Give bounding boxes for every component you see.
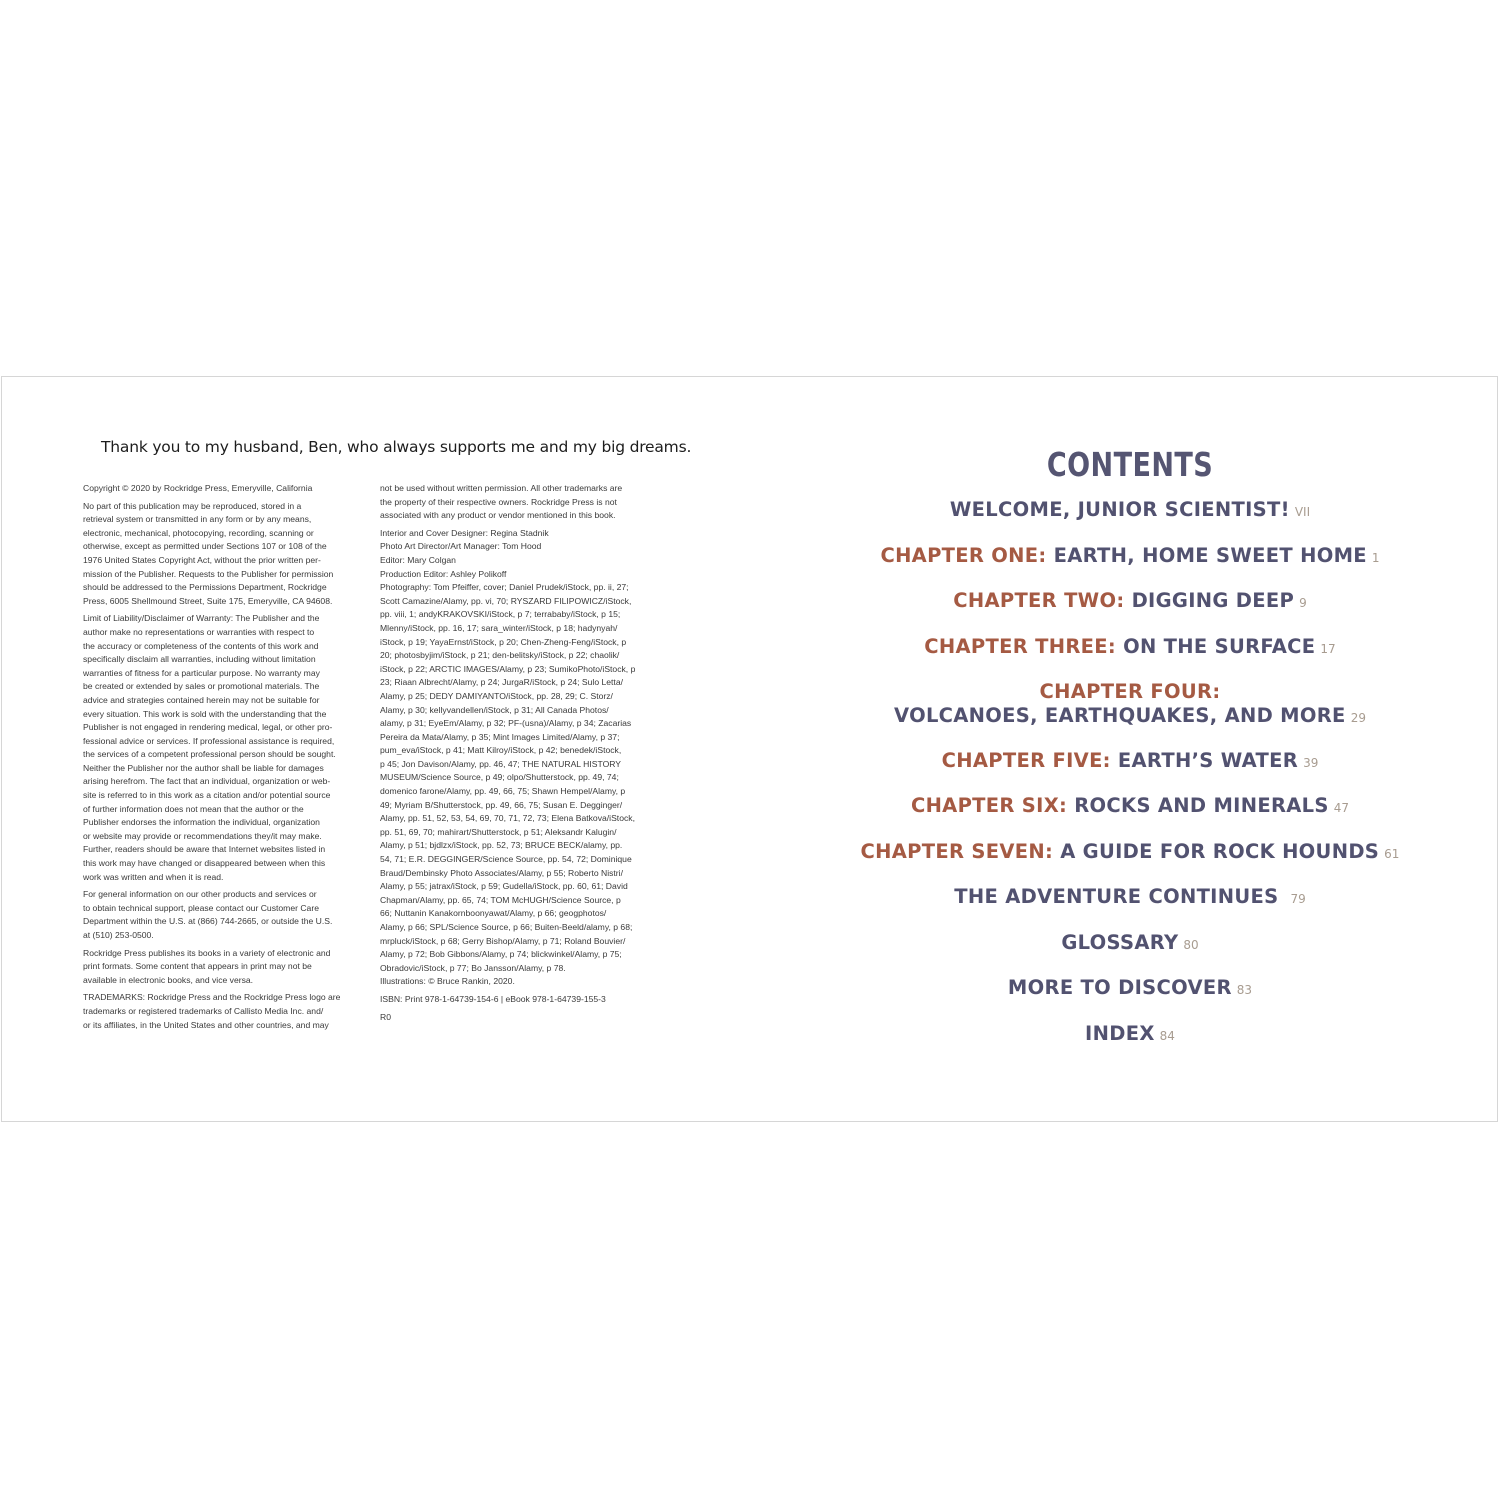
copyright-line: Alamy, pp. 51, 52, 53, 54, 69, 70, 71, 72, 73; Elena Batkova/iStock,: [380, 813, 635, 824]
copyright-line: Publisher endorses the information the individual, organization: [83, 817, 320, 828]
copyright-line: the property of their respective owners. Rockridge Press is not: [380, 496, 617, 507]
copyright-line: advice and strategies contained herein may not be suitable for: [83, 694, 320, 705]
copyright-line: For general information on our other products and services or: [83, 889, 317, 900]
copyright-paragraph: [380, 527, 665, 989]
copyright-line: print formats. Some content that appears in print may not be: [83, 961, 312, 972]
copyright-line: warranties of fitness for a particular purpose. No warranty may: [83, 667, 320, 678]
toc-entry-index[interactable]: INDEX 84: [1085, 1022, 1175, 1045]
copyright-line: No part of this publication may be reproduced, stored in a: [83, 500, 302, 511]
copyright-line: fessional advice or services. If professional assistance is required,: [83, 735, 335, 746]
copyright-column-left: [83, 482, 363, 1036]
copyright-line: to obtain technical support, please contact our Customer Care: [83, 902, 319, 913]
copyright-line: 49; Myriam B/Shutterstock, pp. 49, 66, 75; Susan E. Degginger/: [380, 799, 623, 810]
copyright-paragraph: [380, 1011, 665, 1025]
copyright-line: trademarks or registered trademarks of Callisto Media Inc. and/: [83, 1005, 324, 1016]
copyright-line: Braud/Dembinsky Photo Associates/Alamy, p 55; Roberto Nistri/: [380, 867, 623, 878]
copyright-paragraph: [380, 993, 665, 1007]
copyright-line: 20; photosbyjim/iStock, p 21; den-belitsky/iStock, p 22; chaolik/: [380, 650, 620, 661]
copyright-line: Photo Art Director/Art Manager: Tom Hood: [380, 541, 542, 552]
copyright-line: should be addressed to the Permissions Department, Rockridge: [83, 582, 327, 593]
copyright-line: Alamy, p 66; SPL/Science Source, p 66; Buiten-Beeld/alamy, p 68;: [380, 922, 633, 932]
contents-title: CONTENTS: [1046, 445, 1214, 484]
copyright-line: 23; Riaan Albrecht/Alamy, p 24; JurgaR/iStock, p 24; Sulo Letta/: [380, 677, 623, 688]
copyright-line: pp. viii, 1; andyKRAKOVSKI/iStock, p 7; terrababy/iStock, p 15;: [380, 609, 621, 620]
copyright-line: author make no representations or warranties with respect to: [83, 626, 315, 637]
copyright-line: or its affiliates, in the United States and other countries, and may: [83, 1019, 329, 1030]
copyright-line: Obradovic/iStock, p 77; Bo Jansson/Alamy, p 78.: [380, 962, 566, 973]
toc-entry-chapter-seven[interactable]: CHAPTER SEVEN: A GUIDE FOR ROCK HOUNDS 61: [860, 840, 1400, 863]
copyright-line: domenico farone/Alamy, pp. 49, 66, 75; Shawn Hempel/Alamy, p: [380, 786, 626, 797]
copyright-line: Alamy, p 30; kellyvandellen/iStock, p 31; All Canada Photos/: [380, 704, 609, 715]
copyright-line: every situation. This work is sold with the understanding that the: [83, 708, 327, 719]
copyright-line: Pereira da Mata/Alamy, p 35; Mint Images Limited/Alamy, p 37;: [380, 731, 620, 742]
toc-entry-chapter-two[interactable]: CHAPTER TWO: DIGGING DEEP 9: [953, 589, 1307, 612]
copyright-line: Copyright © 2020 by Rockridge Press, Emeryville, California: [83, 483, 313, 493]
copyright-line: Neither the Publisher nor the author shall be liable for damages: [83, 762, 324, 773]
copyright-paragraph: [83, 612, 363, 884]
copyright-line: work was written and when it is read.: [83, 871, 224, 882]
copyright-line: the services of a competent professional person should be sought.: [83, 749, 336, 760]
copyright-line: associated with any product or vendor mentioned in this book.: [380, 510, 616, 521]
toc-entry-chapter-one[interactable]: CHAPTER ONE: EARTH, HOME SWEET HOME 1: [880, 544, 1380, 567]
copyright-line: at (510) 253-0500.: [83, 930, 154, 940]
copyright-line: Alamy, p 51; bjdlzx/iStock, pp. 52, 73; BRUCE BECK/alamy, pp.: [380, 840, 623, 851]
toc-entry-welcome[interactable]: WELCOME, JUNIOR SCIENTIST! VII: [949, 498, 1311, 521]
copyright-line: the accuracy or completeness of the contents of this work and: [83, 640, 319, 651]
copyright-line: site is referred to in this work as a citation and/or potential source: [83, 790, 331, 801]
copyright-line: retrieval system or transmitted in any form or by any means,: [83, 514, 312, 525]
copyright-line: available in electronic books, and vice versa.: [83, 974, 254, 985]
copyright-line: this work may have changed or disappeared between when this: [83, 858, 326, 869]
copyright-line: p 45; Jon Davison/Alamy, pp. 46, 47; THE NATURAL HISTORY: [380, 758, 622, 769]
copyright-line: be created or extended by sales or promotional materials. The: [83, 681, 320, 692]
copyright-line: Further, readers should be aware that Internet websites listed in: [83, 844, 326, 855]
toc-entry-more-to-discover[interactable]: MORE TO DISCOVER 83: [1007, 976, 1253, 999]
copyright-line: Department within the U.S. at (866) 744-2665, or outside the U.S.: [83, 916, 333, 927]
copyright-paragraph: [83, 500, 363, 609]
copyright-line: Interior and Cover Designer: Regina Stadnik: [380, 527, 549, 538]
copyright-column-right: [380, 482, 665, 1028]
copyright-line: pp. 51, 69, 70; mahirart/Shutterstock, p 51; Aleksandr Kalugin/: [380, 826, 617, 837]
copyright-line: MUSEUM/Science Source, p 49; olpo/Shutterstock, pp. 49, 74;: [380, 772, 619, 783]
copyright-line: arising herefrom. The fact that an individual, organization or web-: [83, 776, 331, 787]
copyright-line: 66; Nuttanin Kanakornboonyawat/Alamy, p 66; geogphotos/: [380, 908, 607, 919]
copyright-line: Chapman/Alamy, pp. 65, 74; TOM McHUGH/Science Source, p: [380, 894, 621, 905]
copyright-line: pum_eva/iStock, p 41; Matt Kilroy/iStock, p 42; benedek/iStock,: [380, 745, 622, 756]
copyright-line: Editor: Mary Colgan: [380, 554, 456, 565]
copyright-line: TRADEMARKS: Rockridge Press and the Rockridge Press logo are: [83, 992, 341, 1003]
toc-entry-glossary[interactable]: GLOSSARY 80: [1061, 931, 1199, 954]
copyright-line: Rockridge Press publishes its books in a variety of electronic and: [83, 947, 331, 958]
copyright-line: Illustrations: © Bruce Rankin, 2020.: [380, 976, 515, 987]
copyright-line: Alamy, p 72; Bob Gibbons/Alamy, p 74; blickwinkel/Alamy, p 75;: [380, 949, 622, 960]
copyright-paragraph: [83, 947, 363, 988]
copyright-paragraph: [83, 888, 363, 942]
copyright-line: Limit of Liability/Disclaimer of Warranty: The Publisher and the: [83, 613, 320, 624]
copyright-line: not be used without written permission. All other trademarks are: [380, 483, 623, 493]
copyright-line: iStock, p 22; ARCTIC IMAGES/Alamy, p 23; SumikoPhoto/iStock, p: [380, 663, 636, 674]
copyright-line: Mlenny/iStock, pp. 16, 17; sara_winter/iStock, p 18; hadynyah/: [380, 622, 618, 633]
copyright-line: Press, 6005 Shellmound Street, Suite 175, Emeryville, CA 94608.: [83, 595, 333, 606]
copyright-line: specifically disclaim all warranties, including without limitation: [83, 654, 316, 665]
copyright-line: Publisher is not engaged in rendering medical, legal, or other pro-: [83, 722, 333, 733]
copyright-paragraph: [83, 482, 363, 496]
copyright-line: mrpluck/iStock, p 68; Gerry Bishop/Alamy, p 71; Roland Bouvier/: [380, 935, 626, 946]
copyright-line: 1976 United States Copyright Act, without the prior written per-: [83, 554, 321, 565]
copyright-line: or website may provide or recommendations they/it may make.: [83, 830, 322, 841]
copyright-line: electronic, mechanical, photocopying, recording, scanning or: [83, 527, 314, 538]
copyright-line: Alamy, p 55; jatrax/iStock, p 59; Gudella/iStock, pp. 60, 61; David: [380, 881, 628, 892]
copyright-line: Production Editor: Ashley Polikoff: [380, 568, 507, 579]
copyright-line: iStock, p 19; YayaErnst/iStock, p 20; Chen-Zheng-Feng/iStock, p: [380, 636, 627, 647]
copyright-line: alamy, p 31; EyeEm/Alamy, p 32; PF-(usna)/Alamy, p 34; Zacarias: [380, 718, 632, 729]
copyright-line: Photography: Tom Pfeiffer, cover; Daniel Prudek/iStock, pp. ii, 27;: [380, 582, 629, 593]
toc-entry-chapter-three[interactable]: CHAPTER THREE: ON THE SURFACE 17: [924, 635, 1336, 658]
copyright-line: 54, 71; E.R. DEGGINGER/Science Source, pp. 54, 72; Dominique: [380, 854, 632, 865]
toc-entry-adventure-continues[interactable]: THE ADVENTURE CONTINUES 79: [954, 885, 1306, 908]
toc-entry-chapter-six[interactable]: CHAPTER SIX: ROCKS AND MINERALS 47: [910, 794, 1350, 817]
copyright-line: Scott Camazine/Alamy, pp. vi, 70; RYSZARD FILIPOWICZ/iStock,: [380, 595, 632, 606]
copyright-line: ISBN: Print 978-1-64739-154-6 | eBook 978-1-64739-155-3: [380, 993, 606, 1004]
copyright-line: of further information does not mean that the author or the: [83, 803, 304, 814]
copyright-paragraph: [83, 991, 363, 1032]
copyright-line: Alamy, p 25; DEDY DAMIYANTO/iStock, pp. 28, 29; C. Storz/: [380, 690, 613, 701]
toc-entry-chapter-four[interactable]: CHAPTER FOUR: VOLCANOES, EARTHQUAKES, AND MORE 29: [894, 680, 1366, 727]
copyright-line: mission of the Publisher. Requests to the Publisher for permission: [83, 568, 334, 579]
copyright-paragraph: [380, 482, 665, 523]
copyright-line: R0: [380, 1011, 391, 1022]
dedication: Thank you to my husband, Ben, who always supports me and my big dreams.: [101, 438, 692, 456]
copyright-line: otherwise, except as permitted under Sections 107 or 108 of the: [83, 541, 327, 552]
toc-entry-chapter-five[interactable]: CHAPTER FIVE: EARTH’S WATER 39: [941, 749, 1319, 772]
